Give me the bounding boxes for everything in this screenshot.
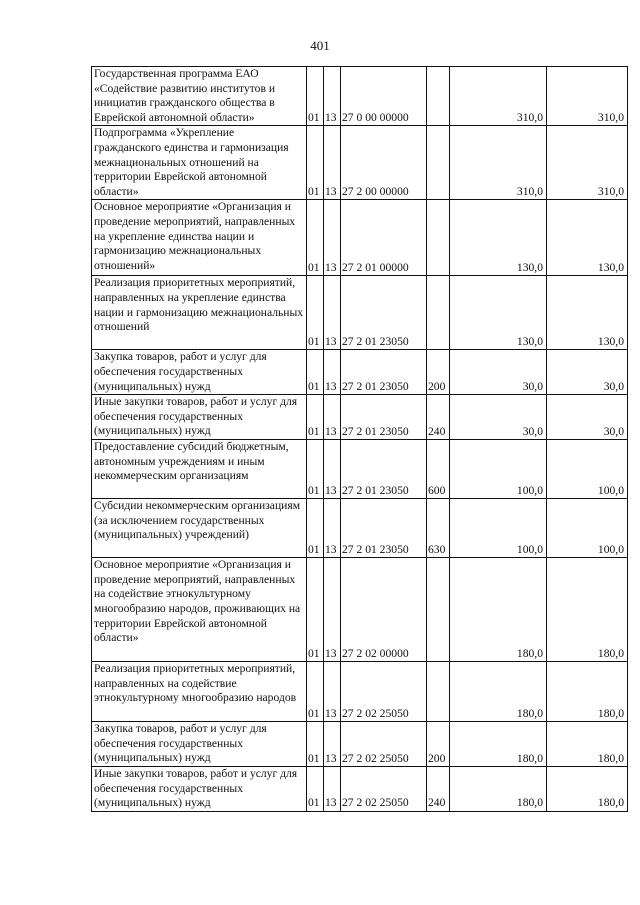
target-article-code: 27 2 01 00000 [341, 200, 427, 276]
table-row [92, 126, 628, 200]
table-row [92, 440, 628, 499]
amount-year-1: 180,0 [450, 558, 547, 662]
target-article-code: 27 2 02 25050 [341, 722, 427, 767]
section-code: 01 [307, 499, 324, 558]
subsection-code: 13 [324, 350, 341, 395]
expense-type-code: 630 [427, 499, 450, 558]
section-code: 01 [307, 395, 324, 440]
amount-year-1: 180,0 [450, 662, 547, 722]
amount-year-2: 30,0 [547, 350, 628, 395]
subsection-code: 13 [324, 126, 341, 200]
section-code: 01 [307, 276, 324, 350]
amount-year-1: 30,0 [450, 395, 547, 440]
expense-type-code [427, 200, 450, 276]
subsection-code: 13 [324, 662, 341, 722]
section-code: 01 [307, 440, 324, 499]
table-row [92, 767, 628, 812]
target-article-code: 27 2 01 23050 [341, 395, 427, 440]
item-name: Иные закупки товаров, работ и услуг для обеспечения государственных (муниципальных) нужд [92, 767, 307, 812]
amount-year-2: 180,0 [547, 722, 628, 767]
expense-type-code [427, 67, 450, 126]
target-article-code: 27 2 01 23050 [341, 276, 427, 350]
table-row [92, 350, 628, 395]
section-code: 01 [307, 350, 324, 395]
amount-year-1: 310,0 [450, 67, 547, 126]
amount-year-1: 130,0 [450, 200, 547, 276]
table-row [92, 722, 628, 767]
target-article-code: 27 2 01 23050 [341, 350, 427, 395]
page-number: 401 [310, 38, 330, 53]
expense-type-code: 240 [427, 767, 450, 812]
table-row [92, 276, 628, 350]
expense-type-code [427, 126, 450, 200]
item-name: Основное мероприятие «Организация и проведение мероприятий, направленных на содействие этнокультурному многообразию народов, проживающих на территории Еврейской автономной области» [92, 558, 307, 662]
item-name: Закупка товаров, работ и услуг для обеспечения государственных (муниципальных) нужд [92, 722, 307, 767]
expense-type-code: 240 [427, 395, 450, 440]
expense-type-code: 200 [427, 350, 450, 395]
subsection-code: 13 [324, 722, 341, 767]
expense-type-code [427, 558, 450, 662]
amount-year-2: 180,0 [547, 767, 628, 812]
amount-year-2: 130,0 [547, 200, 628, 276]
item-name: Иные закупки товаров, работ и услуг для обеспечения государственных (муниципальных) нужд [92, 395, 307, 440]
amount-year-1: 100,0 [450, 440, 547, 499]
target-article-code: 27 0 00 00000 [341, 67, 427, 126]
section-code: 01 [307, 662, 324, 722]
section-code: 01 [307, 722, 324, 767]
expense-type-code [427, 276, 450, 350]
subsection-code: 13 [324, 395, 341, 440]
subsection-code: 13 [324, 200, 341, 276]
target-article-code: 27 2 01 23050 [341, 440, 427, 499]
amount-year-2: 130,0 [547, 276, 628, 350]
expense-type-code [427, 662, 450, 722]
target-article-code: 27 2 00 00000 [341, 126, 427, 200]
section-code: 01 [307, 126, 324, 200]
section-code: 01 [307, 200, 324, 276]
amount-year-2: 30,0 [547, 395, 628, 440]
item-name: Основное мероприятие «Организация и проведение мероприятий, направленных на укрепление единства нации и гармонизацию межнациональных отношений» [92, 200, 307, 276]
table-row [92, 662, 628, 722]
expense-type-code: 600 [427, 440, 450, 499]
subsection-code: 13 [324, 67, 341, 126]
table-row [92, 67, 628, 126]
table-row [92, 499, 628, 558]
amount-year-2: 180,0 [547, 558, 628, 662]
section-code: 01 [307, 67, 324, 126]
table-row [92, 558, 628, 662]
section-code: 01 [307, 767, 324, 812]
amount-year-1: 180,0 [450, 722, 547, 767]
amount-year-1: 310,0 [450, 126, 547, 200]
subsection-code: 13 [324, 276, 341, 350]
target-article-code: 27 2 01 23050 [341, 499, 427, 558]
item-name: Субсидии некоммерческим организациям (за исключением государственных (муниципальных) учреждений) [92, 499, 307, 558]
amount-year-1: 30,0 [450, 350, 547, 395]
item-name: Предоставление субсидий бюджетным, автономным учреждениям и иным некоммерческим организациям [92, 440, 307, 499]
target-article-code: 27 2 02 25050 [341, 767, 427, 812]
amount-year-2: 310,0 [547, 126, 628, 200]
amount-year-2: 180,0 [547, 662, 628, 722]
target-article-code: 27 2 02 25050 [341, 662, 427, 722]
item-name: Закупка товаров, работ и услуг для обеспечения государственных (муниципальных) нужд [92, 350, 307, 395]
subsection-code: 13 [324, 499, 341, 558]
item-name: Реализация приоритетных мероприятий, направленных на укрепление единства нации и гармонизацию межнациональных отношений [92, 276, 307, 350]
item-name: Подпрограмма «Укрепление гражданского единства и гармонизация межнациональных отношений на территории Еврейской автономной области» [92, 126, 307, 200]
table-row [92, 395, 628, 440]
amount-year-2: 100,0 [547, 440, 628, 499]
subsection-code: 13 [324, 767, 341, 812]
amount-year-2: 310,0 [547, 67, 628, 126]
budget-table [91, 66, 628, 812]
subsection-code: 13 [324, 558, 341, 662]
item-name: Государственная программа ЕАО «Содействие развитию институтов и инициатив гражданского общества в Еврейской автономной области» [92, 67, 307, 126]
section-code: 01 [307, 558, 324, 662]
amount-year-1: 130,0 [450, 276, 547, 350]
subsection-code: 13 [324, 440, 341, 499]
amount-year-2: 100,0 [547, 499, 628, 558]
amount-year-1: 100,0 [450, 499, 547, 558]
table-row [92, 200, 628, 276]
item-name: Реализация приоритетных мероприятий, направленных на содействие этнокультурному многообразию народов [92, 662, 307, 722]
amount-year-1: 180,0 [450, 767, 547, 812]
target-article-code: 27 2 02 00000 [341, 558, 427, 662]
expense-type-code: 200 [427, 722, 450, 767]
